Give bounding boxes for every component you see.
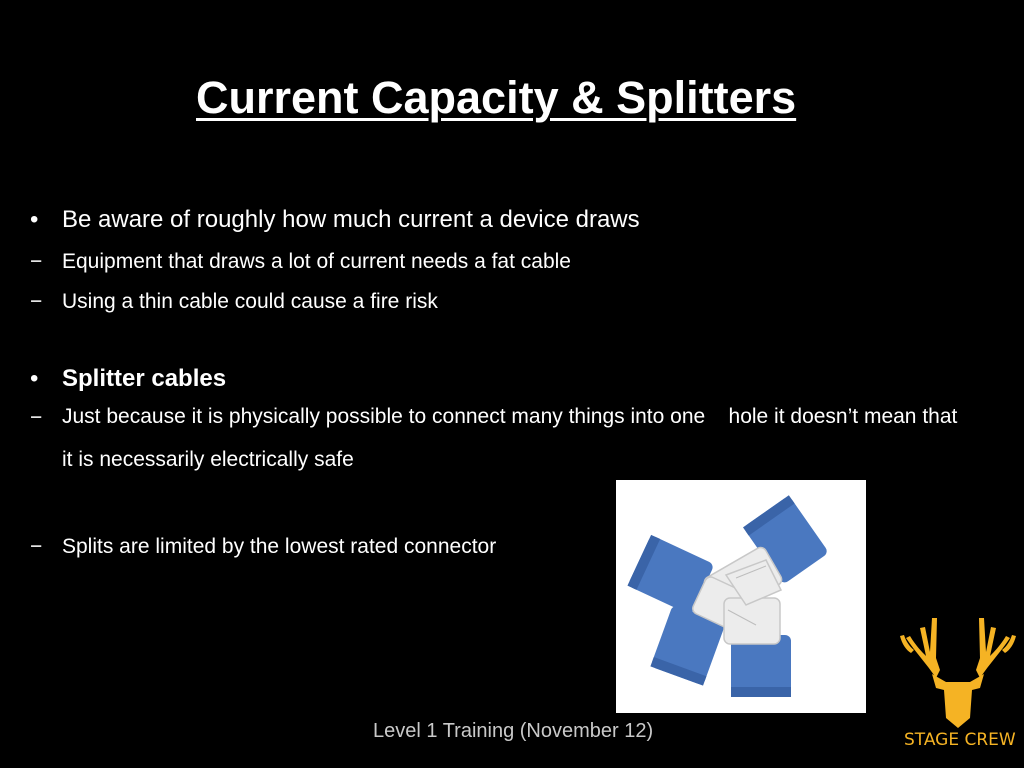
bullet-marker: • (30, 206, 39, 233)
bullet-text: Splitter cables (62, 365, 227, 392)
dash-marker: − (30, 535, 43, 558)
logo-text: STAGE CREW (904, 730, 1016, 750)
sub-bullet-text: Using a thin cable could cause a fire risk (62, 290, 438, 313)
sub-bullet-text: Splits are limited by the lowest rated connector (62, 535, 497, 558)
slide-title: Current Capacity & Splitters (196, 72, 797, 123)
dash-marker: − (30, 406, 43, 429)
dash-marker: − (30, 290, 43, 313)
sub-bullet-text: Equipment that draws a lot of current needs a fat cable (62, 250, 571, 273)
bullet-marker: • (30, 365, 39, 392)
splitter-connector-image (616, 480, 866, 713)
sub-bullet-text: Just because it is physically possible to connect many things into one hole it doesn’t mean that it is necessarily electrically safe (62, 405, 964, 471)
slide-footer: Level 1 Training (November 12) (373, 720, 654, 742)
dash-marker: − (30, 250, 43, 273)
bullet-text: Be aware of roughly how much current a device draws (62, 206, 640, 233)
